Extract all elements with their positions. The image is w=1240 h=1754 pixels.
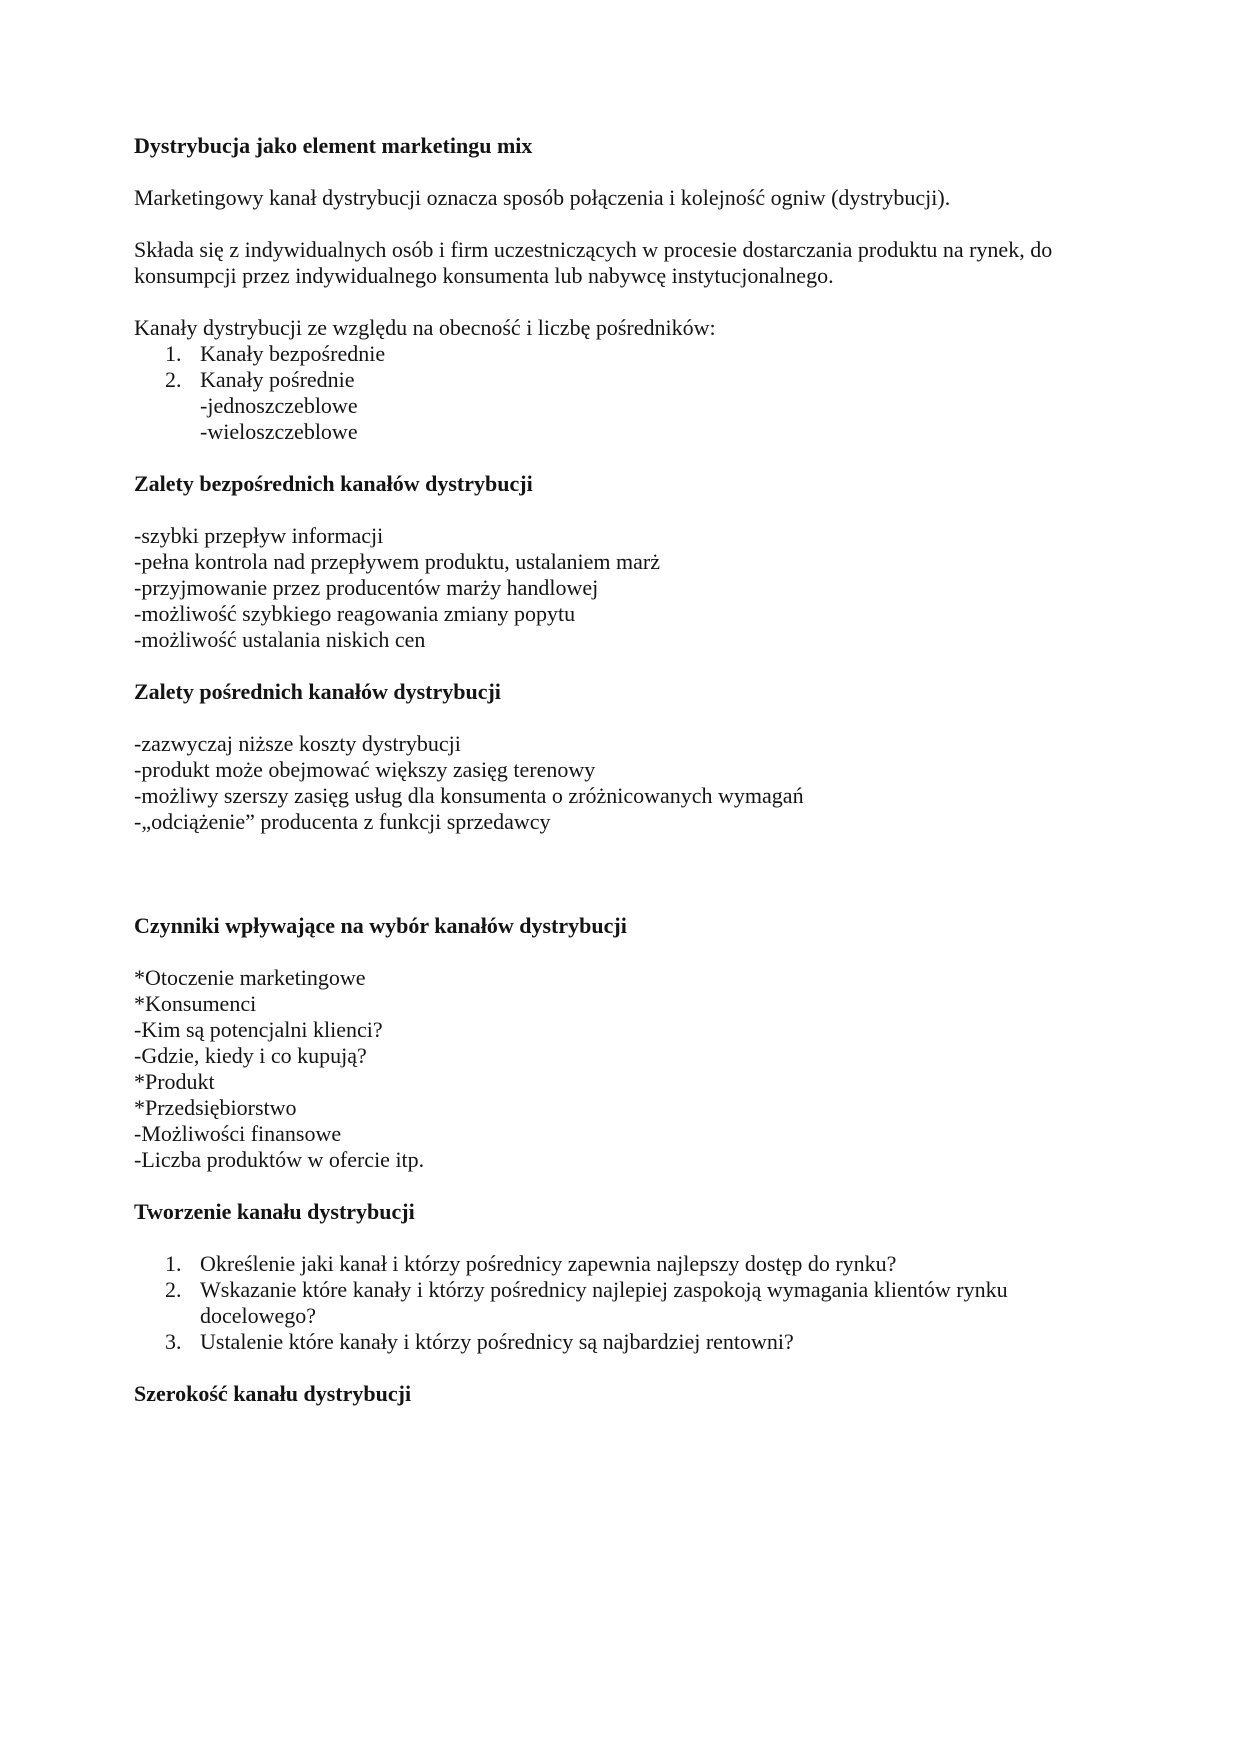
list-item: -możliwość ustalania niskich cen <box>134 627 426 652</box>
list-item: *Otoczenie marketingowe <box>134 965 366 990</box>
list-item: *Przedsiębiorstwo <box>134 1095 297 1120</box>
item-number: 2. <box>165 367 182 392</box>
list-item: *Produkt <box>134 1069 215 1094</box>
paragraph-channel-types-intro: Kanały dystrybucji ze względu na obecność i liczbę pośredników: <box>134 315 716 340</box>
sub-item: -jednoszczeblowe <box>200 393 358 418</box>
section-heading-zalety-bezposrednich: Zalety bezpośrednich kanałów dystrybucji <box>134 471 533 496</box>
section-heading-tworzenie: Tworzenie kanału dystrybucji <box>134 1199 415 1224</box>
numbered-item <box>134 1277 1120 1329</box>
channel-types-section <box>134 315 1120 445</box>
list-zalety-bezposrednich <box>134 523 1120 653</box>
item-text: Kanały pośrednie <box>200 367 355 392</box>
item-text: Kanały bezpośrednie <box>200 341 386 366</box>
list-item: -Możliwości finansowe <box>134 1121 342 1146</box>
list-item: *Konsumenci <box>134 991 257 1016</box>
item-text: Wskazanie które kanały i którzy pośrednicy najlepiej zaspokoją wymagania klientów rynku docelowego? <box>200 1277 1008 1328</box>
item-number: 2. <box>165 1277 182 1302</box>
item-text: Ustalenie które kanały i którzy pośrednicy są najbardziej rentowni? <box>200 1329 794 1354</box>
item-number: 1. <box>165 1251 182 1276</box>
list-item: -szybki przepływ informacji <box>134 523 384 548</box>
list-tworzenie <box>134 1251 1120 1355</box>
list-item: -Kim są potencjalni klienci? <box>134 1017 383 1042</box>
list-czynniki <box>134 965 1120 1173</box>
document-title: Dystrybucja jako element marketingu mix <box>134 133 533 158</box>
item-number: 1. <box>165 341 182 366</box>
numbered-item <box>134 341 1120 367</box>
list-item: -pełna kontrola nad przepływem produktu, ustalaniem marż <box>134 549 660 574</box>
paragraph-definition: Marketingowy kanał dystrybucji oznacza sposób połączenia i kolejność ogniw (dystrybucji). <box>134 185 951 210</box>
list-item: -zazwyczaj niższe koszty dystrybucji <box>134 731 461 756</box>
numbered-item <box>134 1251 1120 1277</box>
list-item: -Liczba produktów w ofercie itp. <box>134 1147 425 1172</box>
list-item: -możliwość szybkiego reagowania zmiany popytu <box>134 601 576 626</box>
list-zalety-posrednich <box>134 731 1120 835</box>
section-heading-zalety-posrednich: Zalety pośrednich kanałów dystrybucji <box>134 679 501 704</box>
numbered-item <box>134 367 1120 393</box>
item-text: Określenie jaki kanał i którzy pośrednicy zapewnia najlepszy dostęp do rynku? <box>200 1251 897 1276</box>
list-item: -Gdzie, kiedy i co kupują? <box>134 1043 367 1068</box>
numbered-item <box>134 1329 1120 1355</box>
item-number: 3. <box>165 1329 182 1354</box>
list-item: -produkt może obejmować większy zasięg terenowy <box>134 757 596 782</box>
paragraph-composition: Składa się z indywidualnych osób i firm uczestniczących w procesie dostarczania produktu na rynek, do konsumpcji przez indywidualnego konsumenta lub nabywcę instytucjonalnego. <box>134 237 1053 288</box>
section-heading-czynniki: Czynniki wpływające na wybór kanałów dystrybucji <box>134 913 627 938</box>
list-item: -„odciążenie” producenta z funkcji sprzedawcy <box>134 809 551 834</box>
sub-item: -wieloszczeblowe <box>200 419 358 444</box>
section-heading-szerokosc: Szerokość kanału dystrybucji <box>134 1381 412 1406</box>
list-item: -przyjmowanie przez producentów marży handlowej <box>134 575 599 600</box>
list-item: -możliwy szerszy zasięg usług dla konsumenta o zróżnicowanych wymagań <box>134 783 804 808</box>
